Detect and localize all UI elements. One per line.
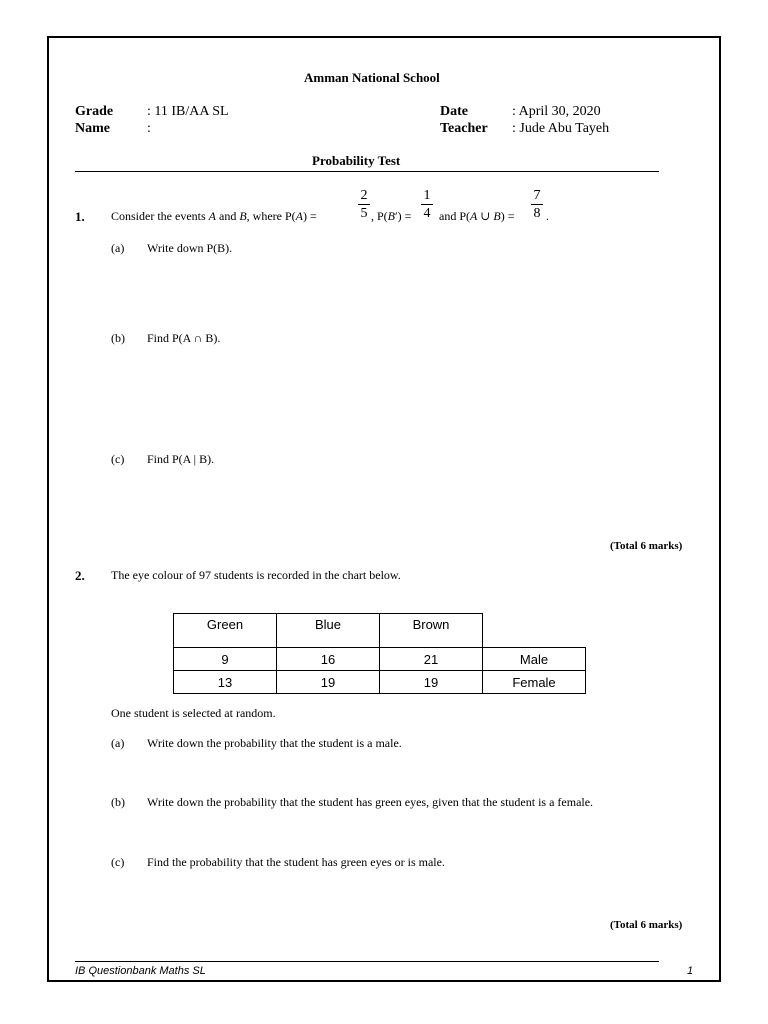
q1a-text: Write down P(B). <box>147 241 233 255</box>
table-cell: 21 <box>380 648 483 671</box>
q1c-label: (c) <box>111 452 125 466</box>
q2-selected-note: One student is selected at random. <box>111 706 276 720</box>
q1-stem-cont <box>371 209 411 224</box>
q1-stem-text: ) = <box>397 209 412 223</box>
q1b-text: Find P(A ∩ B). <box>147 331 221 345</box>
date-label: Date <box>440 104 468 119</box>
q1-event-a: A <box>470 209 478 223</box>
table-cell: 19 <box>277 671 380 694</box>
grade-value: : 11 IB/AA SL <box>147 104 229 119</box>
footer-source: IB Questionbank Maths SL <box>75 965 206 977</box>
date-value: : April 30, 2020 <box>512 104 601 119</box>
table-row-label: Male <box>483 648 586 671</box>
q2a-label: (a) <box>111 736 125 750</box>
q2b-text: Write down the probability that the student has green eyes, given that the student is a female. <box>147 795 594 809</box>
table-header-cell: Brown <box>380 614 483 648</box>
school-name: Amman National School <box>304 70 440 85</box>
test-title: Probability Test <box>312 153 401 168</box>
fraction-numerator: 2 <box>360 188 368 203</box>
fraction-denominator: 8 <box>533 206 541 221</box>
q2a-text: Write down the probability that the student is a male. <box>147 736 402 750</box>
footer-page-number: 1 <box>687 965 694 977</box>
q1-event-a: A <box>208 209 216 223</box>
q2-number: 2. <box>75 568 85 583</box>
q1-event-b: B <box>239 209 247 223</box>
table-header-cell: Green <box>174 614 277 648</box>
q1-stem-text: , P( <box>371 209 388 223</box>
q1-stem-text: ) = <box>303 209 317 223</box>
q2b-label: (b) <box>111 795 125 809</box>
q1-stem-union <box>439 209 515 224</box>
fraction-numerator: 1 <box>423 188 431 203</box>
name-label: Name <box>75 121 110 136</box>
title-rule <box>75 171 659 172</box>
fraction-denominator: 5 <box>360 206 368 221</box>
table-row-label: Female <box>483 671 586 694</box>
q1-stem-text: and <box>216 209 240 223</box>
table-row <box>174 671 586 694</box>
q1-stem-text: and P( <box>439 209 470 223</box>
exam-page <box>47 36 721 982</box>
q2-stem: The eye colour of 97 students is recorded in the chart below. <box>111 568 401 582</box>
table-row <box>174 648 586 671</box>
teacher-value: : Jude Abu Tayeh <box>512 121 610 136</box>
grade-label: Grade <box>75 104 114 119</box>
q1-total-marks: (Total 6 marks) <box>610 540 683 552</box>
fraction-p-a-union-b <box>529 187 545 222</box>
q1-stem <box>111 209 317 224</box>
table-header-cell: Blue <box>277 614 380 648</box>
q1-stem-text: ) = <box>500 209 515 223</box>
union-symbol: ∪ <box>477 209 494 223</box>
table-header-row <box>174 614 586 648</box>
table-cell: 13 <box>174 671 277 694</box>
footer-rule <box>75 961 659 962</box>
q2c-label: (c) <box>111 855 125 869</box>
q1c-text: Find P(A | B). <box>147 452 215 466</box>
fraction-numerator: 7 <box>533 188 541 203</box>
q1b-label: (b) <box>111 331 125 345</box>
teacher-label: Teacher <box>440 121 488 136</box>
fraction-denominator: 4 <box>423 206 431 221</box>
q1a-label: (a) <box>111 241 125 255</box>
table-header-blank <box>483 614 586 648</box>
q1-stem-end: . <box>546 209 549 223</box>
fraction-p-a <box>356 187 372 222</box>
table-cell: 9 <box>174 648 277 671</box>
q1-number: 1. <box>75 209 85 224</box>
q1-event-b: B <box>387 209 396 223</box>
q1-stem-text: Consider the events <box>111 209 209 223</box>
eye-colour-table <box>173 613 586 694</box>
q2-total-marks: (Total 6 marks) <box>610 919 683 931</box>
table-cell: 19 <box>380 671 483 694</box>
table-cell: 16 <box>277 648 380 671</box>
name-value: : <box>147 121 151 136</box>
q1-stem-text: , where P( <box>246 209 296 223</box>
q1-event-a: A <box>295 209 303 223</box>
prime-symbol: ′ <box>395 209 398 223</box>
q1-event-b: B <box>493 209 501 223</box>
fraction-p-b-complement <box>419 187 435 222</box>
q2c-text: Find the probability that the student has green eyes or is male. <box>147 855 445 869</box>
